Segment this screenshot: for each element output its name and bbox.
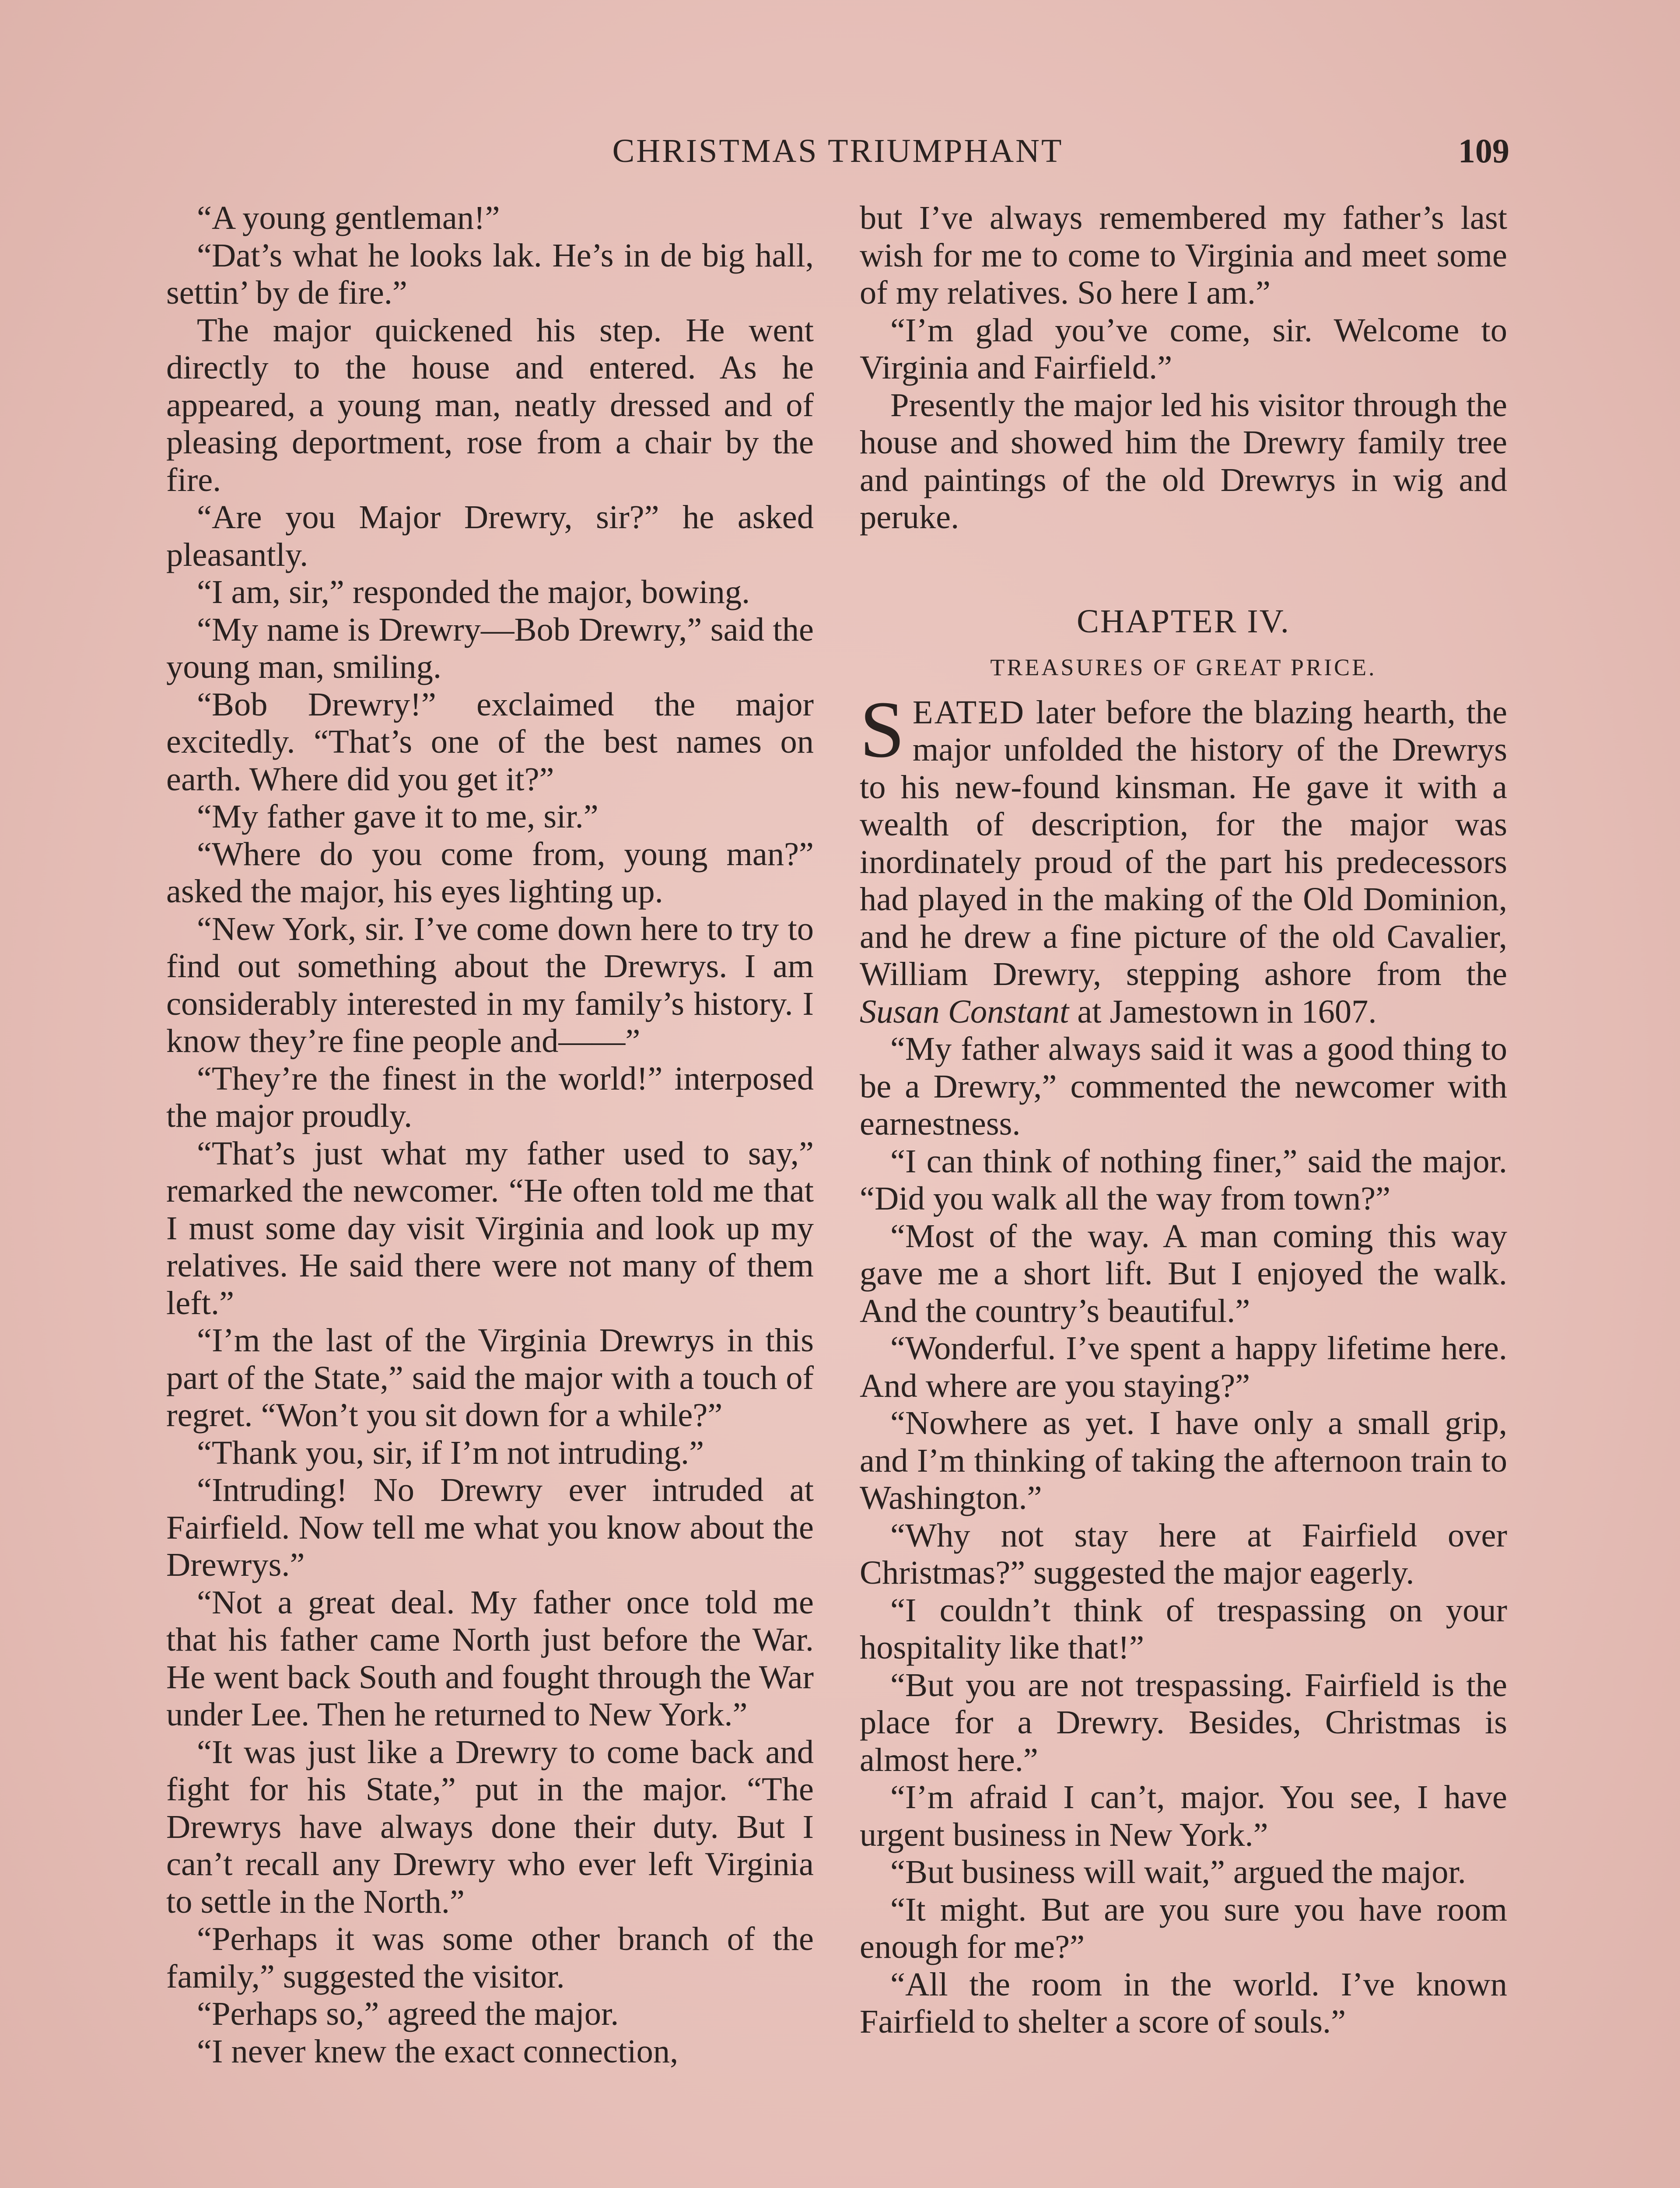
paragraph: “I’m the last of the Virginia Drewrys in this part of the State,” said the major with a touch of regret. “Won’t you sit down for a while?” [166, 1322, 814, 1434]
paragraph: “I am, sir,” responded the major, bowing. [197, 573, 750, 610]
paragraph: “But you are not trespassing. Fairfield is the place for a Drewry. Besides, Christmas is almost here.” [860, 1666, 1507, 1778]
paragraph: “That’s just what my father used to say,” remarked the newcomer. “He often told me that I must some day visit Virginia and look up my relatives. He said there were not many of them left.” [166, 1134, 814, 1322]
opening-small-caps: EATED [912, 693, 1026, 731]
paragraph: “Nowhere as yet. I have only a small grip, and I’m thinking of taking the afternoon train to Washington.” [860, 1404, 1507, 1516]
paragraph: “Most of the way. A man coming this way gave me a short lift. But I enjoyed the walk. And the country’s beautiful.” [860, 1217, 1507, 1329]
right-text-column [860, 199, 1507, 2041]
paragraph: “All the room in the world. I’ve known Fairfield to shelter a score of souls.” [860, 1965, 1507, 2040]
paragraph: “Intruding! No Drewry ever intruded at Fairfield. Now tell me what you know about the Drewrys.” [166, 1471, 814, 1583]
right-column-bottom-text [860, 1030, 1507, 2041]
drop-cap-letter: S [860, 684, 905, 775]
paragraph: “My father always said it was a good thing to be a Drewry,” commented the newcomer with earnestness. [860, 1030, 1507, 1142]
running-title: CHRISTMAS TRIUMPHANT [612, 133, 1064, 169]
paragraph: “Bob Drewry!” exclaimed the major excitedly. “That’s one of the best names on earth. Where did you get it?” [166, 685, 814, 798]
paragraph: “Dat’s what he looks lak. He’s in de big hall, settin’ by de fire.” [166, 236, 814, 311]
paragraph: “I’m afraid I can’t, major. You see, I have urgent business in New York.” [860, 1778, 1507, 1853]
running-head [166, 127, 1509, 175]
paragraph: “I couldn’t think of trespassing on your hospitality like that!” [860, 1591, 1507, 1666]
paragraph: “I’m glad you’ve come, sir. Welcome to Virginia and Fairfield.” [860, 311, 1507, 386]
ship-name: Susan Constant [860, 992, 1069, 1030]
paragraph: “It might. But are you sure you have room enough for me?” [860, 1890, 1507, 1965]
chapter-subtitle: TREASURES OF GREAT PRICE. [990, 654, 1377, 680]
page-number: 109 [1458, 132, 1509, 170]
paragraph: “They’re the finest in the world!” interposed the major proudly. [166, 1059, 814, 1134]
paragraph: “A young gentleman!” [197, 199, 500, 236]
right-column-top-text [860, 199, 1507, 536]
paragraph: “Perhaps it was some other branch of the family,” suggested the visitor. [166, 1920, 814, 1995]
paragraph: Presently the major led his visitor through the house and showed him the Drewry family tree and paintings of the old Drewrys in wig and peruke. [860, 386, 1507, 536]
paragraph: “Perhaps so,” agreed the major. [197, 1995, 619, 2032]
paragraph: “My name is Drewry—Bob Drewry,” said the young man, smiling. [166, 610, 814, 685]
paragraph: “Why not stay here at Fairfield over Christmas?” suggested the major eagerly. [860, 1516, 1507, 1591]
opening-text-part-2: at Jamestown in 1607. [1069, 992, 1377, 1030]
chapter-opening-paragraph [860, 684, 1507, 1031]
paragraph: “Are you Major Drewry, sir?” he asked pleasantly. [166, 498, 814, 573]
paragraph: “I can think of nothing finer,” said the major. “Did you walk all the way from town?” [860, 1142, 1507, 1217]
paragraph: “Thank you, sir, if I’m not intruding.” [197, 1434, 704, 1471]
opening-text-part-1: later before the blazing hearth, the major unfolded the history of the Drewrys to his new-found kinsman. He gave it with a wealth of description, for the major was inordinately proud of the part his predecessors had played in the making of the Old Dominion, and he drew a fine picture of the old Cavalier, William Drewry, stepping ashore from the [860, 693, 1507, 992]
chapter-heading: CHAPTER IV. [1077, 603, 1290, 640]
paragraph: but I’ve always remembered my father’s last wish for me to come to Virginia and meet some of my relatives. So here I am.” [860, 199, 1507, 311]
paragraph: “Where do you come from, young man?” asked the major, his eyes lighting up. [166, 835, 814, 910]
paragraph: “It was just like a Drewry to come back and fight for his State,” put in the major. “The Drewrys have always done their duty. But I can’t recall any Drewry who ever left Virginia to settle in the North.” [166, 1733, 814, 1920]
left-text-column [166, 199, 814, 2070]
paragraph: “But business will wait,” argued the major. [890, 1853, 1466, 1890]
paragraph: “My father gave it to me, sir.” [197, 798, 598, 835]
paragraph: “Wonderful. I’ve spent a happy lifetime here. And where are you staying?” [860, 1329, 1507, 1404]
paragraph: “Not a great deal. My father once told me that his father came North just before the War. He went back South and fought through the War under Lee. Then he returned to New York.” [166, 1583, 814, 1733]
paragraph: The major quickened his step. He went directly to the house and entered. As he appeared, a young man, neatly dressed and of pleasing deportment, rose from a chair by the fire. [166, 311, 814, 498]
paragraph: “I never knew the exact connection, [197, 2032, 679, 2070]
paragraph: “New York, sir. I’ve come down here to try to find out something about the Drewrys. I am considerably interested in my family’s history. I know they’re fine people and——” [166, 910, 814, 1059]
